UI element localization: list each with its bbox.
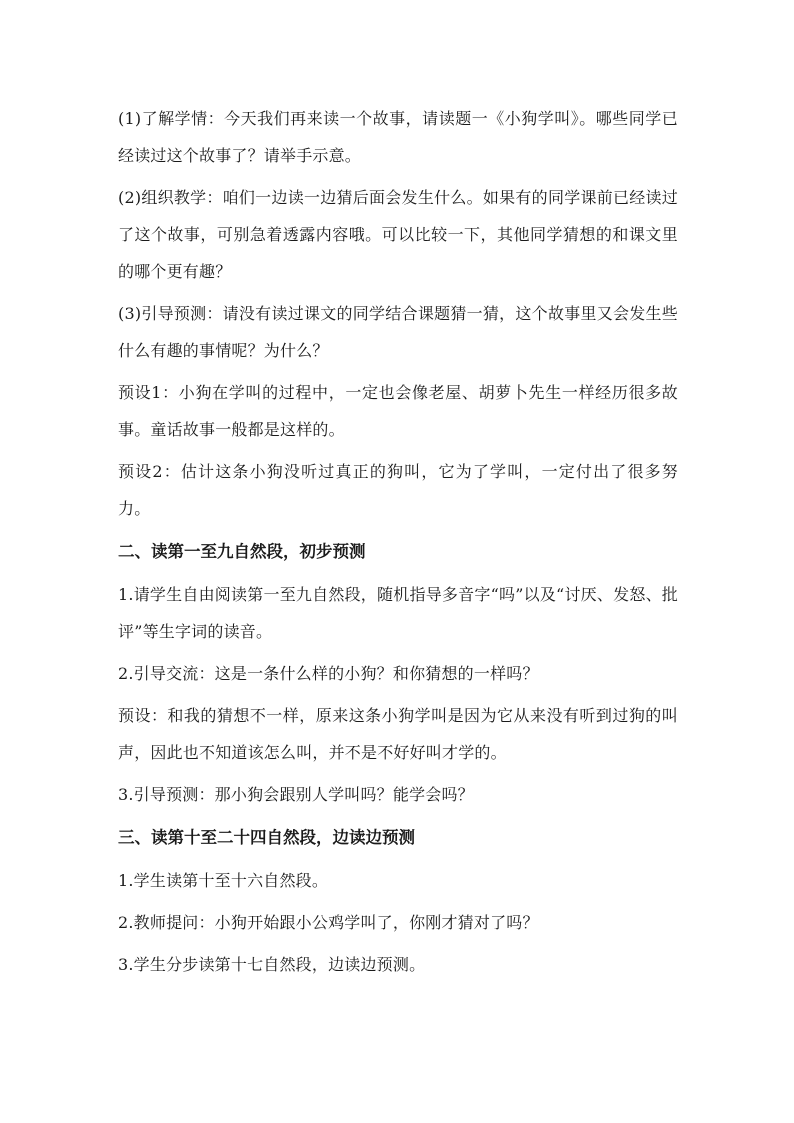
paragraph-preset-2: 预设2：估计这条小狗没听过真正的狗叫，它为了学叫，一定付出了很多努力。 xyxy=(118,462,678,518)
paragraph-guide-exchange: 2.引导交流：这是一条什么样的小狗？和你猜想的一样吗？ xyxy=(118,664,539,683)
paragraph-read-17: 3.学生分步读第十七自然段，边读边预测。 xyxy=(118,955,426,974)
paragraph-read-10-16: 1.学生读第十至十六自然段。 xyxy=(118,871,329,890)
paragraph-organize-teaching: (2)组织教学：咱们一边读一边猜后面会发生什么。如果有的同学课前已经读过了这个故事，可别急着透露内容哦。可以比较一下，其他同学猜想的和课文里的哪个更有趣？ xyxy=(118,188,678,281)
section-heading-3: 三、读第十至二十四自然段，边读边预测 xyxy=(118,828,415,847)
section-heading-2: 二、读第一至九自然段，初步预测 xyxy=(118,542,366,561)
paragraph-preset-1: 预设1：小狗在学叫的过程中，一定也会像老屋、胡萝卜先生一样经历很多故事。童话故事一般都是这样的。 xyxy=(118,383,678,439)
paragraph-free-reading: 1.请学生自由阅读第一至九自然段，随机指导多音字“吗”以及“讨厌、发怒、批评”等生字词的读音。 xyxy=(118,585,678,641)
document-body xyxy=(118,100,678,983)
paragraph-preset: 预设：和我的猜想不一样，原来这条小狗学叫是因为它从来没有听到过狗的叫声，因此也不知道该怎么叫，并不是不好好叫才学的。 xyxy=(118,706,678,762)
paragraph-guide-prediction: (3)引导预测：请没有读过课文的同学结合课题猜一猜，这个故事里又会发生些什么有趣的事情呢？为什么？ xyxy=(118,304,678,360)
paragraph-understand-situation: (1)了解学情：今天我们再来读一个故事，请读题一《小狗学叫》。哪些同学已经读过这个故事了？请举手示意。 xyxy=(118,109,678,165)
paragraph-guide-prediction-2: 3.引导预测：那小狗会跟别人学叫吗？能学会吗？ xyxy=(118,785,474,804)
paragraph-teacher-question: 2.教师提问：小狗开始跟小公鸡学叫了，你刚才猜对了吗？ xyxy=(118,913,539,932)
